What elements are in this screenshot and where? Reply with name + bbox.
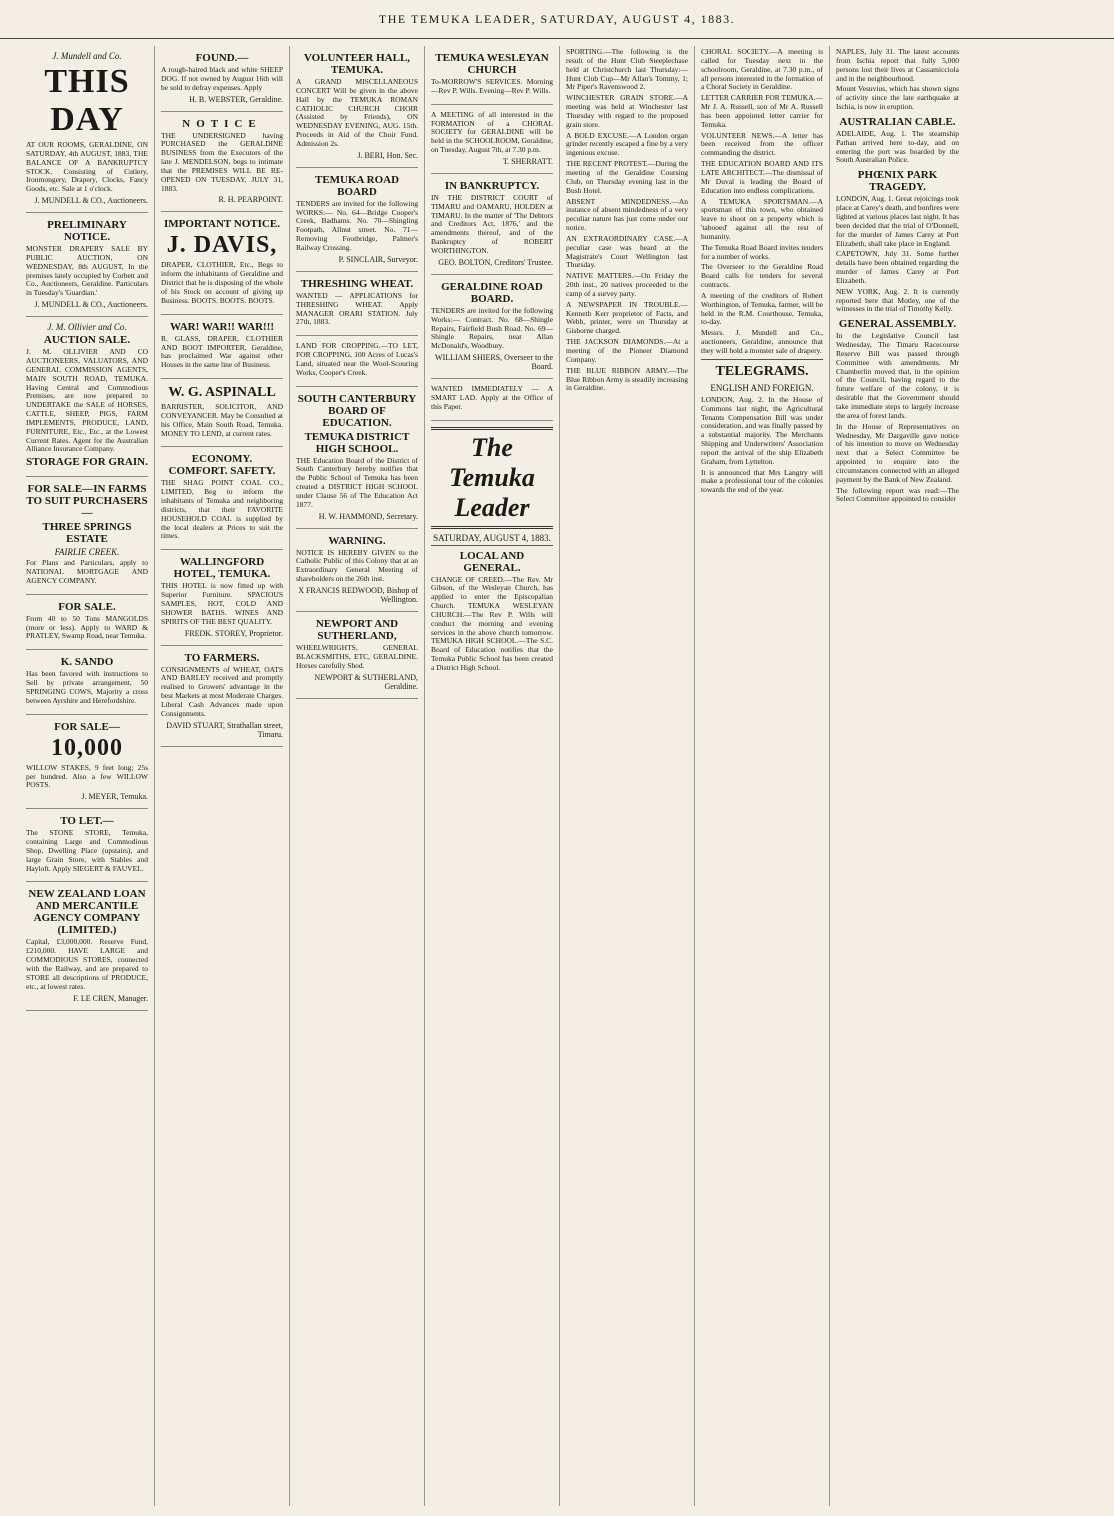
ad-ollivier — [26, 317, 148, 477]
news-item: CHORAL SOCIETY.—A meeting is called for Tuesday next in the schoolroom, Geraldine, at 7.30 p.m., of all persons interested in the formation of a Choral Society in Geraldine. — [701, 47, 823, 92]
ad-geraldine-road-board — [431, 275, 553, 379]
ad-signature: T. SHERRATT. — [502, 156, 553, 166]
ad-wesleyan — [431, 46, 553, 105]
section-heading: AUSTRALIAN CABLE. — [839, 115, 956, 128]
ad-heading: FOR SALE—IN FARMS TO SUIT PURCHASERS— — [26, 483, 148, 520]
column-6 — [695, 46, 830, 1506]
news-item: NATIVE MATTERS.—On Friday the 20th inst., 20 natives proceeded to the camp of a survey party. — [566, 271, 688, 298]
ad-heading: VOLUNTEER HALL, TEMUKA. — [303, 52, 411, 76]
ad-body: THE Education Board of the District of South Canterbury hereby notifies that the Public School of Temuka has been created a DISTRICT HIGH SCHOOL under Clause 56 of The Education Act 1877. — [296, 455, 418, 509]
newspaper-masthead — [0, 0, 1114, 39]
ad-heading: TO FARMERS. — [184, 651, 260, 664]
ad-warning — [296, 529, 418, 612]
ad-signature: H. W. HAMMOND, Secretary. — [318, 511, 418, 521]
ad-heading: IMPORTANT NOTICE. — [164, 218, 280, 231]
ad-signature: R. H. PEARPOINT. — [218, 195, 283, 205]
ad-wanted-lad — [431, 379, 553, 421]
ad-education — [296, 387, 418, 529]
ad-body: WANTED IMMEDIATELY — A SMART LAD. Apply at the Office of this Paper. — [431, 384, 553, 411]
ad-heading: PRELIMINARY NOTICE. — [47, 219, 127, 244]
paper-title: The Temuka Leader — [431, 427, 553, 529]
ad-heading: NOTICE — [182, 117, 262, 130]
column-3 — [290, 46, 425, 1506]
news-item: Messrs. J. Mundell and Co., auctioneers, Geraldine, announce that they will hold a monster sale of drapery. — [701, 328, 823, 355]
ad-heading: FOR SALE— — [54, 720, 120, 733]
ad-body: TENDERS are invited for the following WORKS:— No. 64—Bridge Cooper's Creek, Badhams. No. 70—Shingling Footpath, Allnut street. No. 71—Removing Footbridge, Palmer's Railway Crossing. — [296, 198, 418, 252]
ad-heading: IN BANKRUPTCY. — [444, 179, 540, 192]
ad-found — [161, 46, 283, 112]
news-item: CAPETOWN, July 31. Some further details have been obtained regarding the murder of James Carey at Port Elizabeth. — [836, 249, 959, 285]
ad-war — [161, 315, 283, 379]
ad-body: Has been favored with instructions to Sell by private arrangement, 50 SPRINGING COWS, Majority a cross between Ayrshire and Herefordshire. — [26, 669, 148, 705]
ad-body: WHEELWRIGHTS, GENERAL BLACKSMITHS, ETC, GERALDINE. Horses carefully Shod. — [296, 643, 418, 670]
news-item: WINCHESTER GRAIN STORE.—A meeting was held at Winchester last Thursday with regard to the proposed grain store. — [566, 93, 688, 129]
news-item: NAPLES, July 31. The latest accounts from Ischia report that fully 5,000 persons lost their lives at Cassamicciola and in the neighbourhood. — [836, 47, 959, 83]
ad-heading: THREE SPRINGS ESTATE — [42, 521, 132, 546]
section-subheading: ENGLISH AND FOREIGN. — [710, 382, 814, 393]
ad-body: A MEETING of all interested in the FORMATION of a CHORAL SOCIETY for GERALDINE will be held in the SCHOOLROOM, Geraldine, on Tuesday, August 7th, at 7.30 p.m. — [431, 109, 553, 155]
news-item: The Temuka Road Board invites tenders for a number of works. — [701, 242, 823, 261]
ad-body: THE UNDERSIGNED having PURCHASED the GERALDINE BUSINESS from the Executors of the late J. MENDELSON, begs to intimate that the PREMISES WILL BE RE-OPENED ON TUESDAY, JULY 31, 1883. — [161, 130, 283, 193]
section-heading: LOCAL AND GENERAL. — [459, 549, 525, 574]
ad-preliminary — [26, 213, 148, 317]
ad-body: DRAPER, CLOTHIER, Etc., Begs to inform the inhabitants of Geraldine and District that he is disposing of the whole of his Stock on account of giving up Business. BOOTS. BOOTS. BOOTS. — [161, 260, 283, 305]
ad-mangolds — [26, 595, 148, 651]
ad-three-springs — [26, 477, 148, 595]
ad-heading: NEW ZEALAND LOAN AND MERCANTILE AGENCY COMPANY (LIMITED.) — [28, 888, 146, 937]
news-item: Mount Vesuvius, which has shown signs of activity since the late earthquake at Ischia, is now in eruption. — [836, 84, 959, 112]
ad-signature: NEWPORT & SUTHERLAND, Geraldine. — [314, 672, 418, 691]
news-item: NEW YORK, Aug. 2. It is currently reported here that Motley, one of the witnesses in the trial of Timothy Kelly. — [836, 286, 959, 314]
ad-big-title: J. DAVIS, — [166, 232, 278, 259]
ad-choral — [431, 105, 553, 174]
ad-body: For Plans and Particulars, apply to NATIONAL MORTGAGE AND AGENCY COMPANY. — [26, 558, 148, 585]
news-item: ABSENT MINDEDNESS.—An instance of absent mindedness of a very peculiar nature has just come under our notice. — [566, 196, 688, 233]
ad-body: BARRISTER, SOLICITOR, AND CONVEYANCER. May be Consulted at his Office, Main South Road, Temuka. MONEY TO LEND, at current rates. — [161, 402, 283, 438]
column-4 — [425, 46, 560, 1506]
news-item: SPORTING.—The following is the result of the Hunt Club Steeplechase held at Christchurch last Thursday:—Hunt Club Cup—Mr Allan's Tommy, 1; Mr Piper's Ravenswood 2. — [566, 47, 688, 92]
ad-signature: H. B. WEBSTER, Geraldine. — [189, 94, 283, 104]
column-5 — [560, 46, 695, 1506]
ad-heading: TO LET.— — [60, 815, 114, 828]
news-item: A TEMUKA SPORTSMAN.—A sportsman of this town, who obtained leave to shoot on a property which is 'tabooed' against all the rest of humanity. — [701, 196, 823, 241]
ad-body: THIS HOTEL is now fitted up with Superior Furniture. SPACIOUS SAMPLES, HOT, COLD AND SHOWER BATHS. WINES AND SPIRITS OF THE BEST QUALITY. — [161, 581, 283, 626]
ad-body: MONSTER DRAPERY SALE BY PUBLIC AUCTION, ON WEDNESDAY, 8th AUGUST, In the premises lately occupied by Corbett and Co., Auctioneers, Geraldine. Particulars in Tuesday's 'Guardian.' — [26, 244, 148, 298]
news-item: LETTER CARRIER FOR TEMUKA.—Mr J. A. Russell, son of Mr A. Russell has been appointed letter carrier for Temuka. — [701, 93, 823, 129]
section-heading: GENERAL ASSEMBLY. — [838, 318, 957, 331]
section-heading: PHŒNIX PARK TRAGEDY. — [857, 169, 938, 194]
ad-heading: STORAGE FOR GRAIN. — [26, 456, 148, 469]
news-item: A BOLD EXCUSE.—A London organ grinder recently escaped a fine by a very ingenious excuse. — [566, 130, 688, 158]
ad-signature: DAVID STUART, Strathallan street, Timaru. — [166, 720, 283, 739]
ad-body: TENDERS are invited for the following Works:— Contract. No. 68—Shingle Repairs, Fairfield Bush Road. No. 69—Shingle Repairs, near Allan McDonald's, Woodbury. — [431, 305, 553, 351]
ad-body: To-MORROW'S SERVICES. Morning—Rev P. Wills. Evening—Rev P. Wills. — [431, 77, 553, 95]
ad-body: J. M. OLLIVIER AND CO AUCTIONEERS, VALUATORS, AND GENERAL COMMISSION AGENTS, MAIN SOUTH ROAD, TEMUKA. Having Central and Commodious Premises, are now prepared to UNDERTAKE the SALE of HORSES, CATTLE, SHEEP, PIGS, FARM IMPLEMENTS, PRODUCE, LAND, FURNITURE, Etc., Etc., at the Lowest Current Rates. Agent for the Australian Alliance Insurance Company. — [26, 347, 148, 454]
ad-body: The STONE STORE, Temuka, containing Large and Commodious Shop, Dwelling Place (upstairs), and large Grain Store, with Stables and Hayloft. Apply SIEGERT & FAUVEL. — [26, 828, 148, 873]
ad-willow — [26, 715, 148, 810]
news-item: AN EXTRAORDINARY CASE.—A peculiar case was heard at the Magistrate's Court Wellington last Thursday. — [566, 233, 688, 270]
ad-heading: AUCTION SALE. — [43, 334, 131, 347]
ad-signature: FREDK. STOREY, Proprietor. — [184, 628, 283, 638]
ad-heading: WARNING. — [328, 534, 386, 547]
ad-shag-point — [161, 447, 283, 550]
ad-heading: NEWPORT AND SUTHERLAND, — [315, 618, 399, 642]
ad-heading: FOR SALE. — [58, 600, 116, 613]
ad-heading: GERALDINE ROAD BOARD. — [441, 280, 543, 305]
ad-signature: J. MUNDELL & CO., Auctioneers. — [34, 196, 148, 206]
ad-big-title: THIS DAY — [44, 63, 130, 138]
ad-threshing — [296, 272, 418, 336]
ad-heading: WALLINGFORD HOTEL, TEMUKA. — [173, 556, 271, 581]
column-7 — [830, 46, 965, 1506]
ad-to-let — [26, 809, 148, 882]
divider — [701, 359, 823, 360]
ad-heading: WAR! WAR!! WAR!!! — [169, 320, 275, 333]
masthead-text: THE TEMUKA LEADER, SATURDAY, AUGUST 4, 1883. — [378, 11, 736, 26]
ad-header: J. M. Ollivier and Co. — [47, 322, 127, 333]
ad-davis — [161, 212, 283, 314]
news-item: THE BLUE RIBBON ARMY.—The Blue Ribbon Army is steadily increasing in Geraldine. — [566, 365, 688, 393]
ad-signature: J. BERI, Hon. Sec. — [357, 150, 418, 160]
news-item: In the Legislative Council last Wednesday, The Timaru Racecourse Reserve Bill was passed through Committee with amendments. Mr Chamberlin moved that, in the opinion of the Council, having regard to the future welfare of the colony, it is desirable that the Government should take immediate steps to largely increase the area of forest lands. — [836, 331, 959, 420]
news-item: It is announced that Mrs Langtry will make a professional tour of the colonies towards the end of the year. — [701, 467, 823, 495]
ad-body: NOTICE IS HEREBY GIVEN to the Catholic Public of this Colony that at an Extraordinary General Meeting of shareholders on the 26th inst. — [296, 547, 418, 584]
ad-notice — [161, 112, 283, 213]
ad-body: CONSIGNMENTS of WHEAT, OATS AND BARLEY received and promptly realised to Growers' advantage in the best Markets at most Moderate Charges. Liberal Cash Advances made upon Consignments. — [161, 664, 283, 718]
ad-heading: THRESHING WHEAT. — [300, 277, 414, 290]
ad-signature: P. SINCLAIR, Surveyor. — [338, 254, 418, 264]
news-item: A NEWSPAPER IN TROUBLE.—Kenneth Kerr proprietor of Facts, and Webb, printer, were on Thursday at Gisborne charged. — [566, 299, 688, 336]
news-item: ADELAIDE, Aug. 1. The steamship Pathan arrived here to-day, and on entering the port was boarded by the South Australian Police. — [836, 128, 959, 165]
ad-newport — [296, 612, 418, 699]
ad-body: WILLOW STAKES, 9 feet long; 25s per hundred. Also a few WILLOW POSTS. — [26, 762, 148, 790]
ad-heading: ECONOMY. COMFORT. SAFETY. — [168, 453, 276, 478]
news-item: In the House of Representatives on Wednesday, Mr Dargaville gave notice of his intention to move on Wednesday next that a Select Committee be appointed to enquire into the circumstances connected with an alleged payment by the Bank of New Zealand. — [836, 421, 959, 484]
ad-header: J. Mundell and Co. — [52, 51, 122, 61]
ad-signature: X FRANCIS REDWOOD, Bishop of Wellington. — [298, 586, 418, 604]
ad-heading: K. SANDO — [60, 656, 114, 669]
ad-body: AT OUR ROOMS, GERALDINE, ON SATURDAY, 4th AUGUST, 1883, THE BALANCE OF A BANKRUPTCY STOCK. Consisting of Cutlery, Ironmongery, Drapery, Clocks, Fancy Goods, etc. Sale at 1 o'clock. — [26, 140, 148, 194]
news-body: CHANGE OF CREED.—The Rev. Mr Gibson, of the Wesleyan Church, has applied to enter the Episcopalian Church. TEMUKA WESLEYAN CHURCH.—The Rev P. Wills will conduct the morning and evening services in the above church tomorrow. TEMUKA HIGH SCHOOL.—The S.C. Board of Education notifies that the Temuka Public School has been created a District High School. — [431, 574, 553, 672]
ad-road-board — [296, 168, 418, 272]
ad-body: A rough-haired black and white SHEEP DOG. If not owned by August 16th will be sold to defray expenses. Apply — [161, 65, 283, 92]
news-item: THE EDUCATION BOARD AND ITS LATE ARCHITECT.—The dismissal of Mr Duval is leading the Board of Education into endless complications. — [701, 159, 823, 195]
section-heading: TELEGRAMS. — [715, 363, 809, 379]
ad-subheading: FAIRLIE CREEK. — [54, 547, 120, 558]
ad-nz-loan — [26, 882, 148, 1010]
ad-heading: TEMUKA DISTRICT HIGH SCHOOL. — [304, 430, 410, 455]
news-item: The Overseer to the Geraldine Road Board calls for tenders for several contracts. — [701, 262, 823, 290]
ad-body: IN THE DISTRICT COURT of TIMARU and OAMARU, HOLDEN at TIMARU. In the matter of 'The Debtors and Creditors Act, 1876,' and the amendments thereof, and of the Bankruptcy of ROBERT WORTHINGTON. — [431, 192, 553, 255]
ad-aspinall — [161, 379, 283, 447]
ad-sando — [26, 650, 148, 714]
news-item: LONDON, Aug. 2. In the House of Commons last night, the Agricultural Tenants Compensation Bill was under consideration, and was finally passed by a substantial majority. The Merchants Shipping and Underwriters' Association report the arrival of the ship Elizabeth Graham, from Lyttelton. — [701, 394, 823, 466]
column-2 — [155, 46, 290, 1506]
news-item: VOLUNTEER NEWS.—A letter has been received from the officer commanding the district. — [701, 130, 823, 158]
ad-body: THE SHAG POINT COAL CO., LIMITED, Beg to inform the inhabitants of Temuka and neighboring districts, that their FAVORITE HOUSEHOLD COAL is supplied by the local dealers at Prices to suit the times. — [161, 478, 283, 541]
ad-heading: W. G. ASPINALL — [168, 385, 276, 401]
newspaper-page — [20, 46, 1100, 1506]
news-item: THE JACKSON DIAMONDS.—At a meeting of the Pioneer Diamond Company. — [566, 337, 688, 364]
ad-body: WANTED — APPLICATIONS for THRESHING WHEAT. Apply MANAGER ORARI STATION. July 27th, 1883. — [296, 290, 418, 327]
ad-concert — [296, 46, 418, 168]
ad-signature: WILLIAM SHIERS, Overseer to the Board. — [435, 353, 553, 372]
ad-land-cropping — [296, 336, 418, 386]
news-item: THE RECENT PROTEST.—During the meeting of the Geraldine Coursing Club, on Thursday evening last in the Bush Hotel. — [566, 159, 688, 195]
ad-body: From 40 to 50 Tons MANGOLDS (more or less). Apply to WARD & PRATLEY, Swamp Road, near Temuka. — [26, 613, 148, 641]
ad-heading: TEMUKA ROAD BOARD — [314, 173, 400, 198]
ad-signature: J. MEYER, Temuka. — [81, 792, 148, 802]
ad-bankruptcy — [431, 174, 553, 275]
ad-heading: FOUND.— — [195, 52, 249, 64]
ad-mundell — [26, 46, 148, 213]
ad-body: R. GLASS, DRAPER, CLOTHIER AND BOOT IMPORTER, Geraldine, has proclaimed War against other Houses in the same line of Business. — [161, 333, 283, 370]
ad-body: LAND FOR CROPPING.—TO LET, FOR CROPPING, 100 Acres of Lucas's Land, situated near the Wool-Scouring Works, Cooper's Creek. — [296, 341, 418, 377]
ad-body: A GRAND MISCELLANEOUS CONCERT Will be given in the above Hall by the TEMUKA ROMAN CATHOLIC CHURCH CHOIR (Assisted by Friends), ON WEDNESDAY EVENING, AUG. 15th. Proceeds in Aid of the Choir Fund. Admission 2s. — [296, 77, 418, 148]
ad-farmers — [161, 646, 283, 747]
ad-heading: SOUTH CANTERBURY BOARD OF EDUCATION. — [297, 392, 417, 429]
column-1 — [20, 46, 155, 1506]
ad-wallingford — [161, 550, 283, 645]
news-item: LONDON, Aug. 1. Great rejoicings took place at Carey's death, and bonfires were lighted at various places last night. It has been decided that the trial of O'Donnell, for the murder of James Carey at Port Elizabeth, shall take place in England. — [836, 194, 959, 248]
news-item: A meeting of the creditors of Robert Worthington, of Temuka, farmer, will be held in the R.M. Courthouse, Temuka, to-day. — [701, 290, 823, 327]
ad-signature: GEO. BOLTON, Creditors' Trustee. — [438, 257, 553, 267]
paper-dateline: SATURDAY, AUGUST 4, 1883. — [431, 531, 553, 546]
ad-big-number: 10,000 — [51, 734, 123, 761]
ad-signature: F. LE CREN, Manager. — [73, 993, 148, 1003]
ad-heading: TEMUKA WESLEYAN CHURCH — [435, 52, 549, 76]
ad-body: Capital, £3,000,000. Reserve Fund, £210,000. HAVE LARGE and COMMODIOUS STORES, connected with the Railway, and are prepared to STORE all descriptions of PRODUCE, etc., at lowest rates. — [26, 937, 148, 991]
news-item: The following report was read:—The Select Committee appointed to consider — [836, 485, 959, 504]
ad-signature: J. MUNDELL & CO., Auctioneers. — [34, 300, 148, 310]
